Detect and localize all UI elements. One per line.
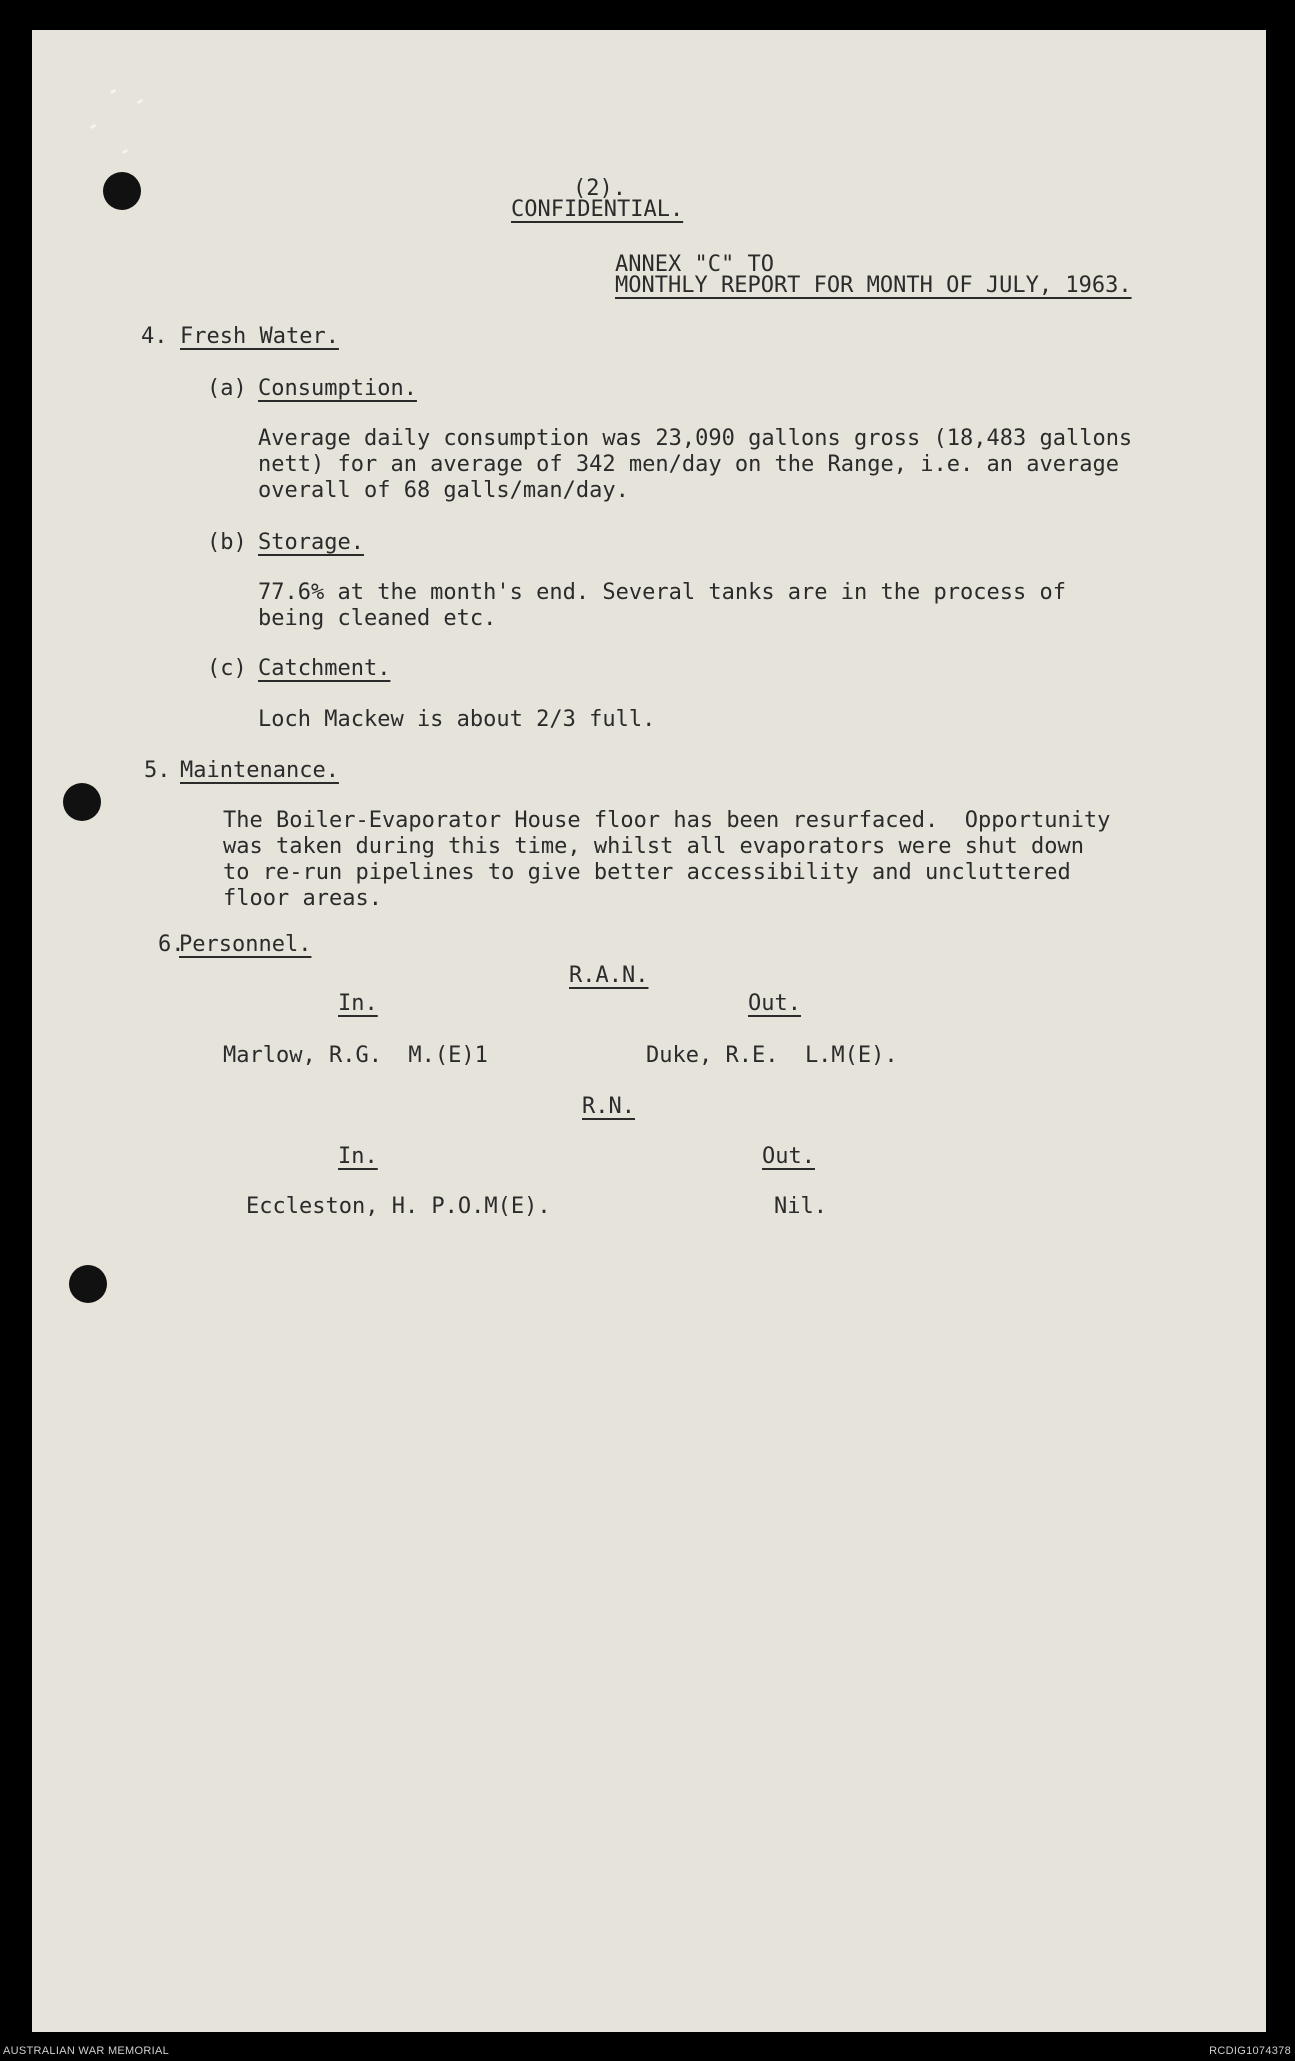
- staple-mark: [110, 89, 117, 95]
- rn-heading: R.N.: [582, 1094, 635, 1119]
- footer-record-id: RCDIG1074378: [1209, 2045, 1291, 2057]
- ran-in-label: In.: [338, 991, 378, 1016]
- section-5-number: 5.: [144, 758, 171, 783]
- paragraph-line: was taken during this time, whilst all evaporators were shut down: [223, 834, 1084, 859]
- subsection-a-label: (a): [207, 376, 247, 401]
- paragraph-line: nett) for an average of 342 men/day on the Range, i.e. an average: [258, 452, 1119, 477]
- annex-title-line1: ANNEX "C" TO: [615, 252, 774, 277]
- page-number: (2).: [573, 176, 626, 201]
- paragraph-line: Loch Mackew is about 2/3 full.: [258, 707, 656, 732]
- rn-in-entry: Eccleston, H. P.O.M(E).: [246, 1194, 551, 1219]
- rn-out-entry: Nil.: [774, 1194, 827, 1219]
- subsection-c-heading: Catchment.: [258, 656, 391, 681]
- annex-title-line2: MONTHLY REPORT FOR MONTH OF JULY, 1963.: [615, 273, 1132, 298]
- paragraph-line: to re-run pipelines to give better accessibility and uncluttered: [223, 860, 1071, 885]
- staple-mark: [90, 124, 97, 130]
- section-6-number: 6.: [158, 932, 185, 957]
- staple-mark: [137, 99, 144, 105]
- paragraph-line: The Boiler-Evaporator House floor has been resurfaced. Opportunity: [223, 808, 1111, 833]
- document-page: [32, 30, 1266, 2032]
- ran-in-entry: Marlow, R.G. M.(E)1: [223, 1043, 488, 1068]
- subsection-b-label: (b): [207, 530, 247, 555]
- rn-in-label: In.: [338, 1144, 378, 1169]
- subsection-c-label: (c): [207, 656, 247, 681]
- paragraph-line: floor areas.: [223, 886, 382, 911]
- punch-hole-middle: [63, 783, 101, 821]
- paragraph-line: overall of 68 galls/man/day.: [258, 478, 629, 503]
- staple-mark: [122, 149, 129, 155]
- footer-source: AUSTRALIAN WAR MEMORIAL: [3, 2045, 170, 2057]
- section-4-heading: Fresh Water.: [180, 324, 339, 349]
- punch-hole-top: [103, 172, 141, 210]
- classification-heading: CONFIDENTIAL.: [511, 197, 684, 222]
- section-6-heading: Personnel.: [179, 932, 312, 957]
- rn-out-label: Out.: [762, 1144, 815, 1169]
- paragraph-line: Average daily consumption was 23,090 gallons gross (18,483 gallons: [258, 426, 1133, 451]
- section-4-number: 4.: [141, 324, 168, 349]
- punch-hole-bottom: [69, 1265, 107, 1303]
- section-5-heading: Maintenance.: [180, 758, 339, 783]
- ran-out-entry: Duke, R.E. L.M(E).: [646, 1043, 898, 1068]
- paragraph-line: 77.6% at the month's end. Several tanks are in the process of: [258, 580, 1066, 605]
- paragraph-line: being cleaned etc.: [258, 606, 497, 631]
- ran-out-label: Out.: [748, 991, 801, 1016]
- subsection-a-heading: Consumption.: [258, 376, 417, 401]
- subsection-b-heading: Storage.: [258, 530, 364, 555]
- ran-heading: R.A.N.: [569, 963, 649, 988]
